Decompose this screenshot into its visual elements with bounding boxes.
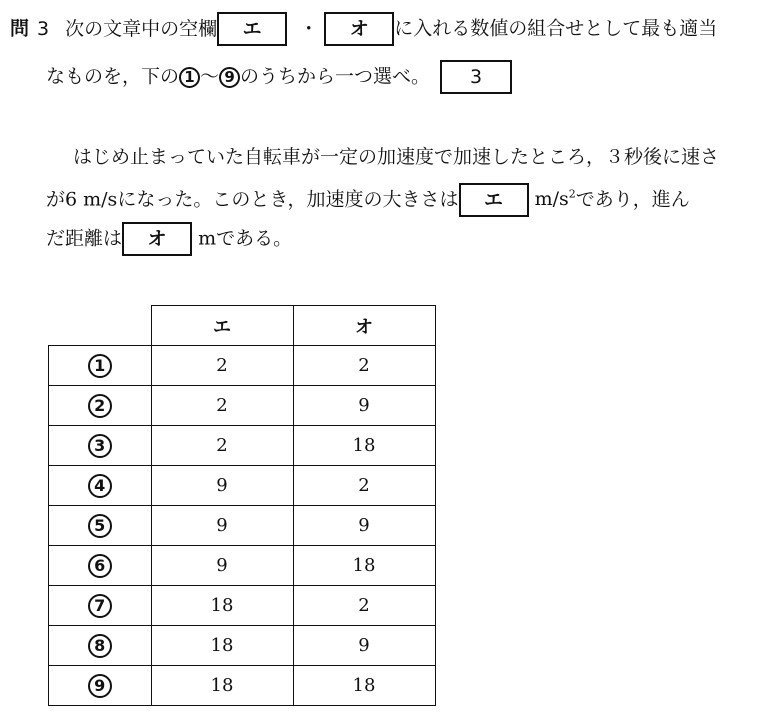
choice-cell	[49, 426, 152, 466]
table-row	[49, 466, 436, 506]
answer-number-box: 3	[440, 60, 512, 94]
value-e-cell: 18	[151, 666, 293, 706]
value-o-cell: 9	[293, 386, 435, 426]
table-row	[49, 346, 436, 386]
choice-cell	[49, 666, 152, 706]
value-e-cell: 9	[151, 546, 293, 586]
header-e: エ	[151, 306, 293, 346]
passage-text-3b: である。	[216, 227, 293, 250]
choice-number-circle: 9	[88, 674, 112, 698]
choice-number-circle: 2	[88, 394, 112, 418]
accel-unit-exponent: 2	[568, 188, 576, 201]
choice-cell	[49, 546, 152, 586]
question-label: 問	[10, 17, 30, 40]
passage-text-2c: であり，進ん	[575, 188, 690, 211]
passage-line-2	[46, 182, 690, 217]
passage-line-1: はじめ止まっていた自転車が一定の加速度で加速したところ，３秒後に速さ	[73, 146, 720, 168]
question-line-2	[46, 60, 512, 94]
table-row	[49, 626, 436, 666]
choice-number-circle: 8	[88, 634, 112, 658]
choice-cell	[49, 586, 152, 626]
choice-cell	[49, 346, 152, 386]
question-text-4: のうちから一つ選べ。	[240, 65, 431, 88]
question-text-3: なものを，下の	[46, 65, 180, 88]
value-o-cell: 9	[293, 506, 435, 546]
passage-line-3	[46, 222, 292, 256]
table-header-row	[49, 306, 436, 346]
separator-dot: ・	[299, 17, 319, 40]
table-row	[49, 546, 436, 586]
blank-box-o: オ	[324, 12, 394, 46]
question-line-1	[10, 12, 717, 46]
value-e-cell: 2	[151, 386, 293, 426]
value-o-cell: 18	[293, 546, 435, 586]
range-tilde: ～	[200, 65, 220, 88]
choice-number-circle: 4	[88, 474, 112, 498]
value-e-cell: 2	[151, 346, 293, 386]
distance-unit: m	[198, 227, 217, 250]
blank-box-e: エ	[217, 12, 287, 46]
value-o-cell: 9	[293, 626, 435, 666]
header-o: オ	[293, 306, 435, 346]
speed-value: 6 m/s	[65, 188, 118, 211]
value-o-cell: 2	[293, 346, 435, 386]
value-o-cell: 2	[293, 466, 435, 506]
choice-cell	[49, 626, 152, 666]
choices-table	[48, 305, 436, 706]
table-row	[49, 506, 436, 546]
table-row	[49, 586, 436, 626]
choice-number-circle: 7	[88, 594, 112, 618]
accel-unit-base: m/s	[534, 188, 569, 211]
range-end-circle: 9	[219, 67, 240, 88]
question-index: 3	[37, 17, 50, 40]
table-row	[49, 426, 436, 466]
range-start-circle: 1	[179, 67, 200, 88]
choice-number-circle: 5	[88, 514, 112, 538]
value-o-cell: 18	[293, 426, 435, 466]
passage-text-2a: が	[46, 188, 66, 211]
value-e-cell: 18	[151, 586, 293, 626]
value-e-cell: 9	[151, 466, 293, 506]
passage-blank-o: オ	[122, 222, 192, 256]
table-row	[49, 386, 436, 426]
choice-number-circle: 6	[88, 554, 112, 578]
choice-number-circle: 3	[88, 434, 112, 458]
passage-text-3a: だ距離は	[46, 227, 123, 250]
value-e-cell: 18	[151, 626, 293, 666]
choice-cell	[49, 466, 152, 506]
accel-unit	[535, 188, 576, 210]
table-row	[49, 666, 436, 706]
table-corner	[49, 306, 152, 346]
value-o-cell: 2	[293, 586, 435, 626]
passage-text-2b: になった。このとき，加速度の大きさは	[117, 188, 459, 211]
choice-number-circle: 1	[88, 354, 112, 378]
choice-cell	[49, 506, 152, 546]
value-e-cell: 9	[151, 506, 293, 546]
question-text-1: 次の文章中の空欄	[65, 17, 218, 40]
passage-blank-e: エ	[459, 183, 529, 217]
value-e-cell: 2	[151, 426, 293, 466]
choice-cell	[49, 386, 152, 426]
value-o-cell: 18	[293, 666, 435, 706]
question-text-2: に入れる数値の組合せとして最も適当	[394, 17, 718, 40]
